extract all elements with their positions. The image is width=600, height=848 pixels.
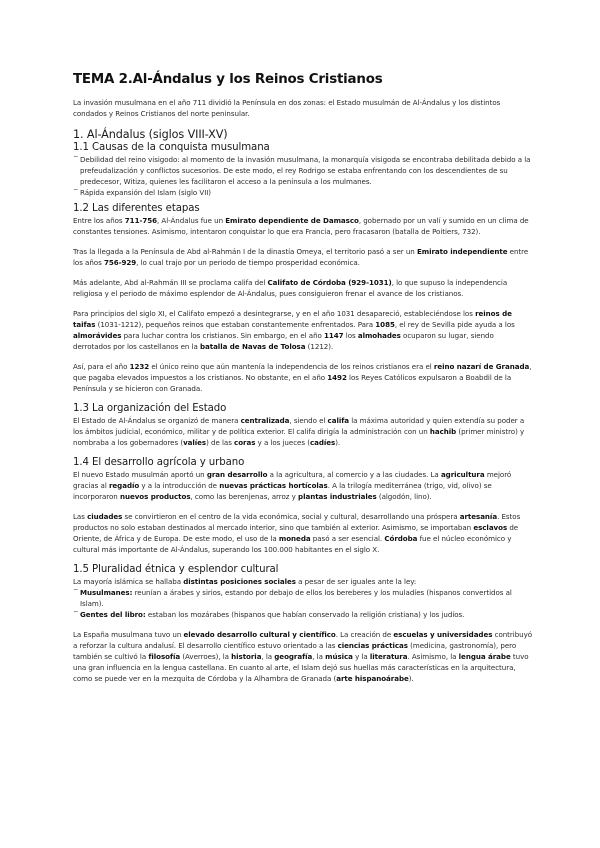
section-1-5-heading: 1.5 Pluralidad étnica y esplendor cultural xyxy=(73,564,279,575)
section-1-heading: 1. Al-Ándalus (siglos VIII-XV) xyxy=(73,128,228,141)
dash-bullet-icon: ‾ xyxy=(74,588,78,597)
paragraph: Entre los años 711-756, Al-Ándalus fue un Emirato dependiente de Damasco, gobernado por un valí y sumido en un clima de constantes tensiones. Asimismo, intentaron conquistar lo que era Francia, pero fracasaron (batalla de Poitiers, 732). xyxy=(73,216,529,236)
paragraph: El nuevo Estado musulmán aportó un gran desarrollo a la agricultura, al comercio y a las ciudades. La agricultura mejoró gracias al regadío y a la introducción de nuevas prácticas hortícolas. A la trilogía mediterránea (trigo, vid, olivo) se incorporaron nuevos productos, como las berenjenas, arroz y plantas industriales (algodón, lino). xyxy=(73,470,512,501)
section-1-3-heading: 1.3 La organización del Estado xyxy=(73,403,227,414)
list-item: ‾ Rápida expansión del Islam (siglo VII) xyxy=(74,188,212,197)
section-1-1-heading: 1.1 Causas de la conquista musulmana xyxy=(73,142,270,153)
paragraph: Así, para el año 1232 el único reino que aún mantenía la independencia de los reinos cristianos era el reino nazarí de Granada, que pagaba elevados impuestos a los cristianos. No obstante, en el año 1492 los Reyes Católicos expulsaron a Boabdil de la Península y se hicieron con Granada. xyxy=(73,362,532,393)
paragraph: Más adelante, Abd al-Rahmán III se proclama califa del Califato de Córdoba (929-1031), lo que supuso la independencia religiosa y el periodo de máximo esplendor de Al-Ándalus, pues consiguieron frenar el avance de los cristianos. xyxy=(73,278,508,298)
paragraph: Para principios del siglo XI, el Califato empezó a desintegrarse, y en el año 1031 desapareció, estableciéndose los reinos de taifas (1031-1212), pequeños reinos que estaban constantemente enfrentados. Para 1085, el rey de Sevilla pide ayuda a los almorávides para luchar contra los cristianos. Sin embargo, en el año 1147 los almohades ocuparon su lugar, siendo derrotados por los castellanos en la batalla de Navas de Tolosa (1212). xyxy=(73,309,515,351)
paragraph: La España musulmana tuvo un elevado desarrollo cultural y científico. La creación de escuelas y universidades contribuyó a reforzar la cultura andalusí. El desarrollo científico estuvo orientado a las ciencias prácticas (medicina, gastronomía), pero también se cultivó la filosofía (Averroes), la historia, la geografía, la música y la literatura. Asimismo, la lengua árabe tuvo una gran influencia en la lengua castellana. En cuanto al arte, el Islam dejó sus huellas más características en la arquitectura, como se puede ver en la mezquita de Córdoba y la Alhambra de Granada (arte hispanoárabe). xyxy=(73,630,533,683)
paragraph: El Estado de Al-Ándalus se organizó de manera centralizada, siendo el califa la máxima autoridad y quien extendía su poder a los ámbitos judicial, económico, militar y de política exterior. El califa dirigía la administración con un hachib (primer ministro) y nombraba a los gobernadores (valíes) de las coras y a los jueces (cadíes). xyxy=(73,416,525,447)
dash-bullet-icon: ‾ xyxy=(74,188,78,197)
section-1-2-heading: 1.2 Las diferentes etapas xyxy=(73,203,200,214)
list-item: ‾ Gentes del libro: estaban los mozárabes (hispanos que habían conservado la religión cristiana) y los judíos. xyxy=(74,610,465,619)
paragraph: Las ciudades se convirtieron en el centro de la vida económica, social y cultural, desarrollando una próspera artesanía. Estos productos no solo estaban destinados al mercado interior, sino que también al exterior. Asimismo, se importaban esclavos de Oriente, de África y de Europa. De este modo, el uso de la moneda pasó a ser esencial. Córdoba fue el núcleo económico y cultural más importante de Al-Ándalus, superando los 100.000 habitantes en el siglo X. xyxy=(73,512,521,554)
intro-paragraph: La invasión musulmana en el año 711 dividió la Península en dos zonas: el Estado musulmán de Al-Ándalus y los distintos condados y Reinos Cristianos del norte peninsular. xyxy=(73,98,501,118)
document-page xyxy=(73,72,533,684)
document-title: TEMA 2.Al-Ándalus y los Reinos Cristianos xyxy=(73,72,383,87)
section-1-4-heading: 1.4 El desarrollo agrícola y urbano xyxy=(73,457,245,468)
paragraph: Tras la llegada a la Península de Abd al-Rahmán I de la dinastía Omeya, el territorio pasó a ser un Emirato independiente entre los años 756-929, lo cual trajo por un periodo de tiempo prosperidad económica. xyxy=(73,247,529,267)
list-item: ‾ Musulmanes: reunían a árabes y sirios, estando por debajo de ellos los bereberes y los muladíes (hispanos convertidos al Islam). xyxy=(74,588,512,608)
dash-bullet-icon: ‾ xyxy=(74,155,78,164)
dash-bullet-icon: ‾ xyxy=(74,610,78,619)
paragraph: La mayoría islámica se hallaba distintas posiciones sociales a pesar de ser iguales ante la ley: xyxy=(73,577,417,586)
list-item: ‾ Debilidad del reino visigodo: al momento de la invasión musulmana, la monarquía visigoda se encontraba debilitada debido a la prefeudalización y conflictos sucesorios. De este modo, el rey Rodrigo se estaba enfrentando con los descendientes de su predecesor, Witiza, quienes les facilitaron el acceso a la península a los mulmanes. xyxy=(74,155,531,186)
